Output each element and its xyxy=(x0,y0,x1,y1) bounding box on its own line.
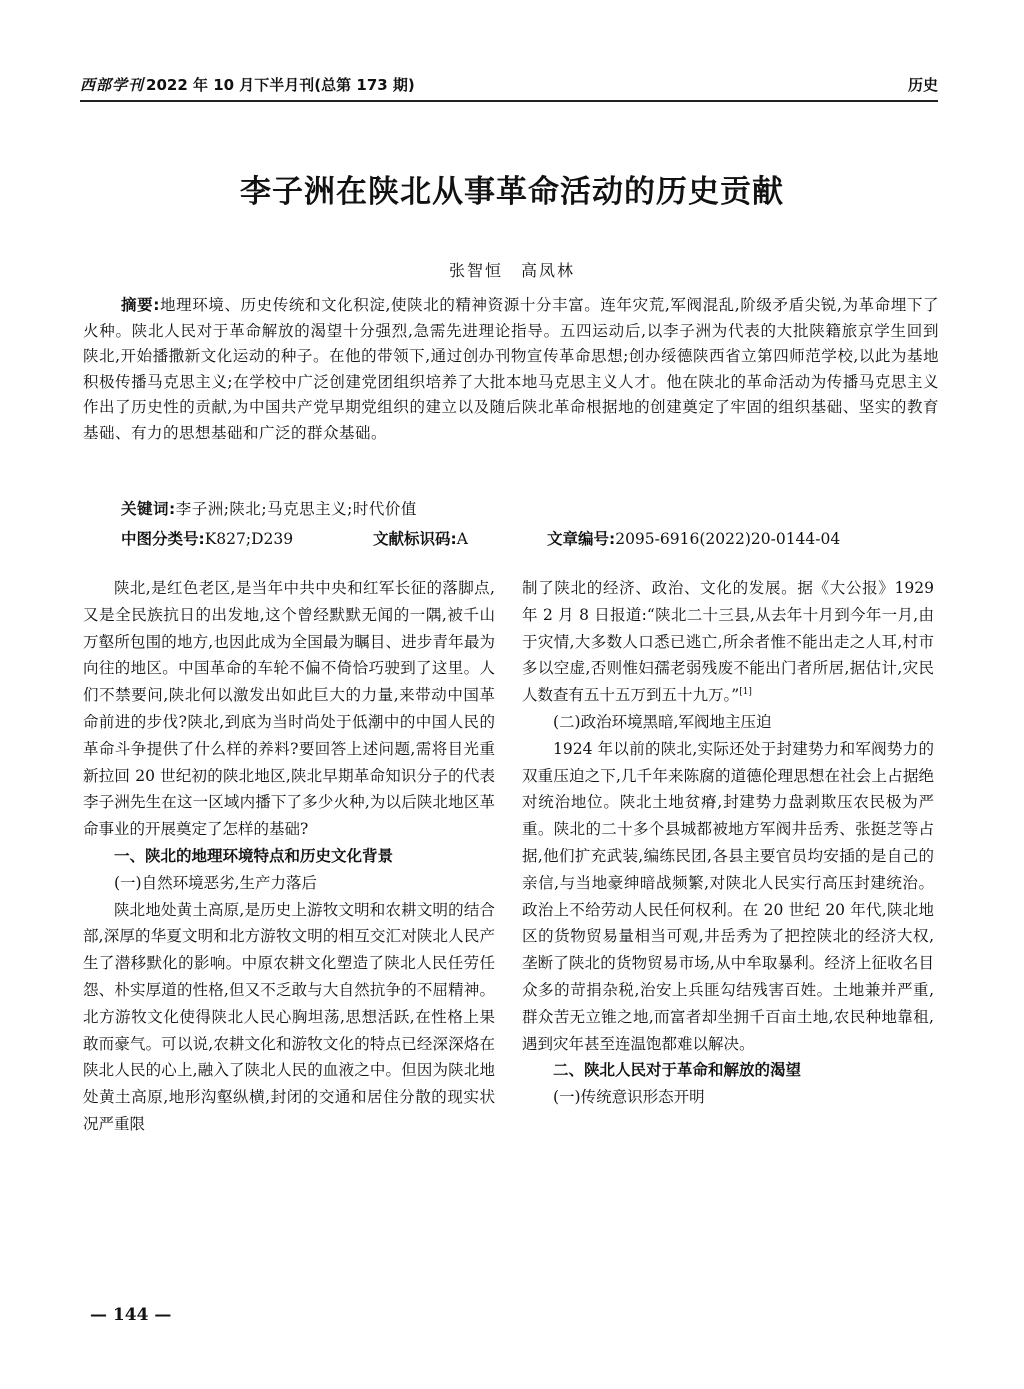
issue-info: 2022 年 10 月下半月刊(总第 173 期) xyxy=(146,76,415,94)
article-number xyxy=(547,527,840,549)
body-paragraph: 陕北,是红色老区,是当年中共中央和红军长征的落脚点,又是全民族抗日的出发地,这个曾经默默无闻的一隅,被千山万壑所包围的地方,也因此成为全国最为瞩目、进步青年最为向往的地区。中国革命的车轮不偏不倚恰巧驶到了这里。人们不禁要问,陕北何以激发出如此巨大的力量,来带动中国革命前进的步伐?陕北,到底为当时尚处于低潮中的中国人民的革命斗争提供了什么样的养料?要回答上述问题,需将目光重新拉回 20 世纪初的陕北地区,陕北早期革命知识分子的代表李子洲先生在这一区域内播下了多少火种,为以后陕北地区革命事业的开展奠定了怎样的基础? xyxy=(83,579,495,839)
doc-code-label: 文献标识码: xyxy=(373,530,457,548)
journal-issue-line xyxy=(80,74,415,95)
abstract xyxy=(83,293,939,446)
body-paragraph xyxy=(522,575,934,709)
clc-code xyxy=(121,527,293,549)
body-column-right xyxy=(522,575,934,1111)
subsection-heading-1-2: (二)政治环境黑暗,军阀地主压迫 xyxy=(553,712,772,731)
keywords-label: 关键词: xyxy=(121,500,176,518)
subsection-heading-1-1: (一)自然环境恶劣,生产力落后 xyxy=(114,873,318,892)
paragraph-text: 制了陕北的经济、政治、文化的发展。据《大公报》1929 年 2 月 8 日报道:“陕北二十三县,从去年十月到今年一月,由于灾情,大多数人口悉已逃亡,所余者惟不能出走之人耳,村市多以空虚,否则惟妇孺老弱残废不能出门者所居,据估计,灾民人数查有五十五万到五十九万。” xyxy=(522,579,934,705)
doc-code-value: A xyxy=(456,530,468,548)
clc-label: 中图分类号: xyxy=(121,530,205,548)
keywords-text: 李子洲;陕北;马克思主义;时代价值 xyxy=(175,500,417,518)
page-number: — 144 — xyxy=(90,1305,172,1325)
document-code xyxy=(373,527,468,549)
article-authors: 张智恒 高凤林 xyxy=(448,261,575,280)
running-header xyxy=(80,70,938,102)
clc-value: K827;D239 xyxy=(204,530,294,548)
body-paragraph: 陕北地处黄土高原,是历史上游牧文明和农耕文明的结合部,深厚的华夏文明和北方游牧文明的相互交汇对陕北人民产生了潜移默化的影响。中原农耕文化塑造了陕北人民任劳任怨、朴实厚道的性格,但又不乏敢与大自然抗争的不屈精神。北方游牧文化使得陕北人民心胸坦荡,思想活跃,在性格上果敢而豪气。可以说,农耕文化和游牧文化的特点已经深深烙在陕北人民的心上,融入了陕北人民的血液之中。但因为陕北地处黄土高原,地形沟壑纵横,封闭的交通和居住分散的现实状况严重限 xyxy=(83,900,495,1133)
classification-row xyxy=(121,527,939,551)
citation-ref[interactable]: [1] xyxy=(739,687,752,698)
abstract-text: 地理环境、历史传统和文化积淀,使陕北的精神资源十分丰富。连年灾荒,军阀混乱,阶级矛盾尖锐,为革命埋下了火种。陕北人民对于革命解放的渴望十分强烈,急需先进理论指导。五四运动后,以李子洲为代表的大批陕籍旅京学生回到陕北,开始播撒新文化运动的种子。在他的带领下,通过创办刊物宣传革命思想;创办绥德陕西省立第四师范学校,以此为基地积极传播马克思主义;在学校中广泛创建党团组织培养了大批本地马克思主义人才。他在陕北的革命活动为传播马克思主义作出了历史性的贡献,为中国共产党早期党组织的建立以及随后陕北革命根据地的创建奠定了牢固的组织基础、坚实的教育基础、有力的思想基础和广泛的群众基础。 xyxy=(83,296,940,442)
abstract-label: 摘要: xyxy=(121,296,160,314)
section-heading-2: 二、陕北人民对于革命和解放的渴望 xyxy=(553,1061,802,1080)
article-no-label: 文章编号: xyxy=(547,530,616,548)
article-title: 李子洲在陕北从事革命活动的历史贡献 xyxy=(240,174,784,210)
article-no-value: 2095-6916(2022)20-0144-04 xyxy=(615,530,841,548)
section-name: 历史 xyxy=(907,76,938,94)
section-heading-1: 一、陕北的地理环境特点和历史文化背景 xyxy=(114,846,394,865)
body-paragraph: 1924 年以前的陕北,实际还处于封建势力和军阀势力的双重压迫之下,几千年来陈腐的道德伦理思想在社会上占据绝对统治地位。陕北土地贫瘠,封建势力盘剥欺压农民极为严重。陕北的二十多个县城都被地方军阀井岳秀、张挺芝等占据,他们扩充武装,编练民团,各县主要官员均安插的是自己的亲信,与当地豪绅暗战频繁,对陕北人民实行高压封建统治。政治上不给劳动人民任何权利。在 20 世纪 20 年代,陕北地区的货物贸易量相当可观,井岳秀为了把控陕北的经济大权,垄断了陕北的货物贸易市场,从中牟取暴利。经济上征收名目众多的苛捐杂税,治安上兵匪勾结残害百姓。土地兼并严重,群众苦无立锥之地,而富者却坐拥千百亩土地,农民种地靠租,遇到灾年甚至连温饱都难以解决。 xyxy=(522,739,934,1053)
body-column-left xyxy=(83,575,495,1138)
subsection-heading-2-1: (一)传统意识形态开明 xyxy=(553,1088,705,1107)
keywords xyxy=(121,497,417,519)
journal-logo: 西部学刊 xyxy=(80,76,145,94)
